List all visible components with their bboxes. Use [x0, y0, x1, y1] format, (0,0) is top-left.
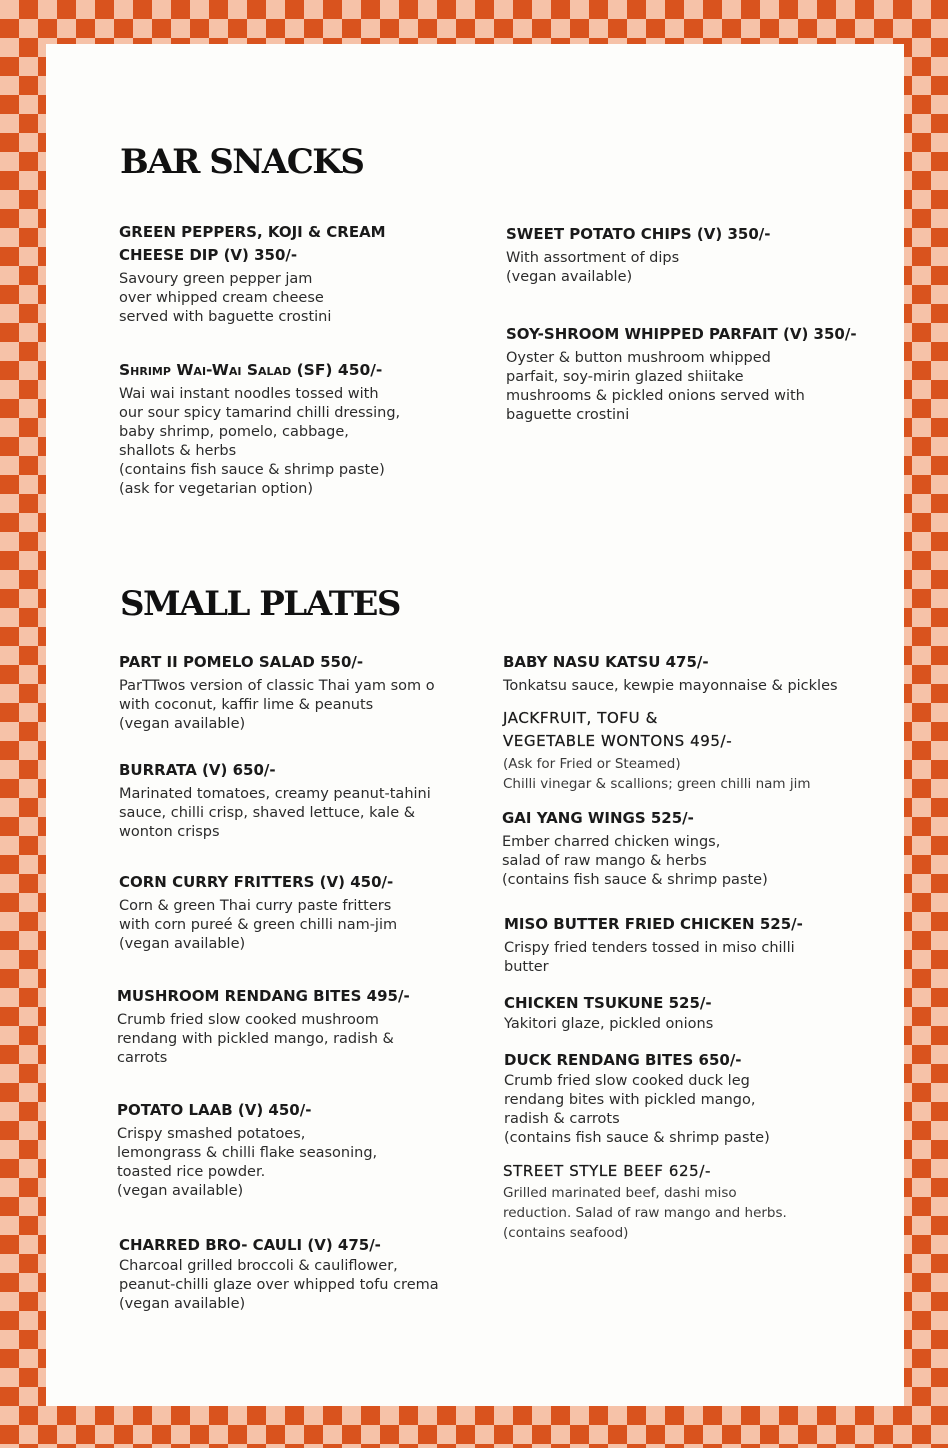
- menu-item-description: Grilled marinated beef, dashi miso reduction. Salad of raw mango and herbs. (contains seafood): [503, 1185, 787, 1241]
- section-title-bar-snacks: BAR SNACKS: [120, 142, 364, 182]
- menu-item-description: (Ask for Fried or Steamed) Chilli vinegar & scallions; green chilli nam jim: [503, 756, 811, 792]
- menu-item-name: DUCK RENDANG BITES 650/-: [504, 1051, 742, 1069]
- menu-item-description: ParTTwos version of classic Thai yam som o with coconut, kaffir lime & peanuts (vegan available): [119, 678, 435, 732]
- menu-item-pomelo-salad: [119, 651, 489, 734]
- menu-item-description: Oyster & button mushroom whipped parfait, soy-mirin glazed shiitake mushrooms & pickled onions served with baguette crostini: [506, 350, 805, 423]
- menu-item-description: Tonkatsu sauce, kewpie mayonnaise & pickles: [503, 678, 838, 694]
- section-title-small-plates: SMALL PLATES: [120, 584, 400, 624]
- menu-item-baby-nasu-katsu: [503, 651, 898, 696]
- menu-item-burrata: [119, 759, 489, 842]
- menu-item-description: Savoury green pepper jam over whipped cream cheese served with baguette crostini: [119, 271, 332, 325]
- menu-item-chicken-tsukune: [504, 992, 899, 1034]
- menu-item-name: SWEET POTATO CHIPS (V) 350/-: [506, 225, 771, 243]
- menu-item-description: Crispy fried tenders tossed in miso chilli butter: [504, 940, 795, 975]
- menu-item-name: GREEN PEPPERS, KOJI & CREAM CHEESE DIP (V) 350/-: [119, 223, 386, 264]
- menu-item-name: SOY-SHROOM WHIPPED PARFAIT (V) 350/-: [506, 325, 857, 343]
- menu-item-name: STREET STYLE BEEF 625/-: [503, 1162, 711, 1180]
- menu-item-description: Crumb fried slow cooked mushroom rendang with pickled mango, radish & carrots: [117, 1012, 394, 1066]
- menu-item-shrimp-wai-wai-salad: [119, 359, 479, 499]
- menu-item-duck-rendang-bites: [504, 1049, 899, 1148]
- menu-page: [46, 44, 904, 1406]
- menu-item-green-peppers-dip: [119, 221, 429, 327]
- menu-item-miso-butter-fried-chicken: [504, 913, 899, 977]
- menu-item-gai-yang-wings: [502, 807, 897, 890]
- menu-item-name: Shrimp Wai-Wai Salad (SF) 450/-: [119, 361, 383, 379]
- menu-item-soy-shroom-parfait: [506, 323, 896, 425]
- menu-item-name: BABY NASU KATSU 475/-: [503, 653, 709, 671]
- menu-item-corn-curry-fritters: [119, 871, 489, 954]
- menu-item-name: PART II POMELO SALAD 550/-: [119, 653, 364, 671]
- menu-item-description: Corn & green Thai curry paste fritters with corn pureé & green chilli nam-jim (vegan available): [119, 898, 398, 952]
- menu-item-potato-laab: [117, 1099, 487, 1201]
- menu-item-name: CHICKEN TSUKUNE 525/-: [504, 994, 712, 1012]
- menu-item-description: Ember charred chicken wings, salad of raw mango & herbs (contains fish sauce & shrimp paste): [502, 834, 768, 888]
- menu-item-name: MUSHROOM RENDANG BITES 495/-: [117, 987, 410, 1005]
- menu-item-charred-bro-cauli: [119, 1234, 499, 1314]
- menu-item-name: CORN CURRY FRITTERS (V) 450/-: [119, 873, 394, 891]
- menu-item-mushroom-rendang-bites: [117, 985, 487, 1068]
- menu-item-name: GAI YANG WINGS 525/-: [502, 809, 694, 827]
- menu-item-name: MISO BUTTER FRIED CHICKEN 525/-: [504, 915, 803, 933]
- menu-item-description: Crumb fried slow cooked duck leg rendang bites with pickled mango, radish & carrots (contains fish sauce & shrimp paste): [504, 1073, 770, 1146]
- menu-item-description: With assortment of dips (vegan available): [506, 250, 680, 285]
- menu-item-description: Wai wai instant noodles tossed with our sour spicy tamarind chilli dressing, baby shrimp, pomelo, cabbage, shallots & herbs (contains fish sauce & shrimp paste) (ask for vegetarian option): [119, 386, 401, 497]
- menu-item-description: Marinated tomatoes, creamy peanut-tahini sauce, chilli crisp, shaved lettuce, kale & wonton crisps: [119, 786, 431, 840]
- menu-item-name: POTATO LAAB (V) 450/-: [117, 1101, 312, 1119]
- menu-item-street-style-beef: [503, 1160, 898, 1243]
- menu-item-description: Yakitori glaze, pickled onions: [504, 1016, 714, 1032]
- menu-item-name: CHARRED BRO- CAULI (V) 475/-: [119, 1236, 381, 1254]
- menu-item-name: JACKFRUIT, TOFU & VEGETABLE WONTONS 495/-: [503, 709, 733, 750]
- menu-item-description: Charcoal grilled broccoli & cauliflower, peanut-chilli glaze over whipped tofu crema (vegan available): [119, 1258, 439, 1312]
- menu-item-name: BURRATA (V) 650/-: [119, 761, 276, 779]
- menu-item-jackfruit-tofu-wontons: [503, 707, 898, 794]
- menu-item-sweet-potato-chips: [506, 223, 886, 287]
- menu-item-description: Crispy smashed potatoes, lemongrass & chilli flake seasoning, toasted rice powder. (vegan available): [117, 1126, 378, 1199]
